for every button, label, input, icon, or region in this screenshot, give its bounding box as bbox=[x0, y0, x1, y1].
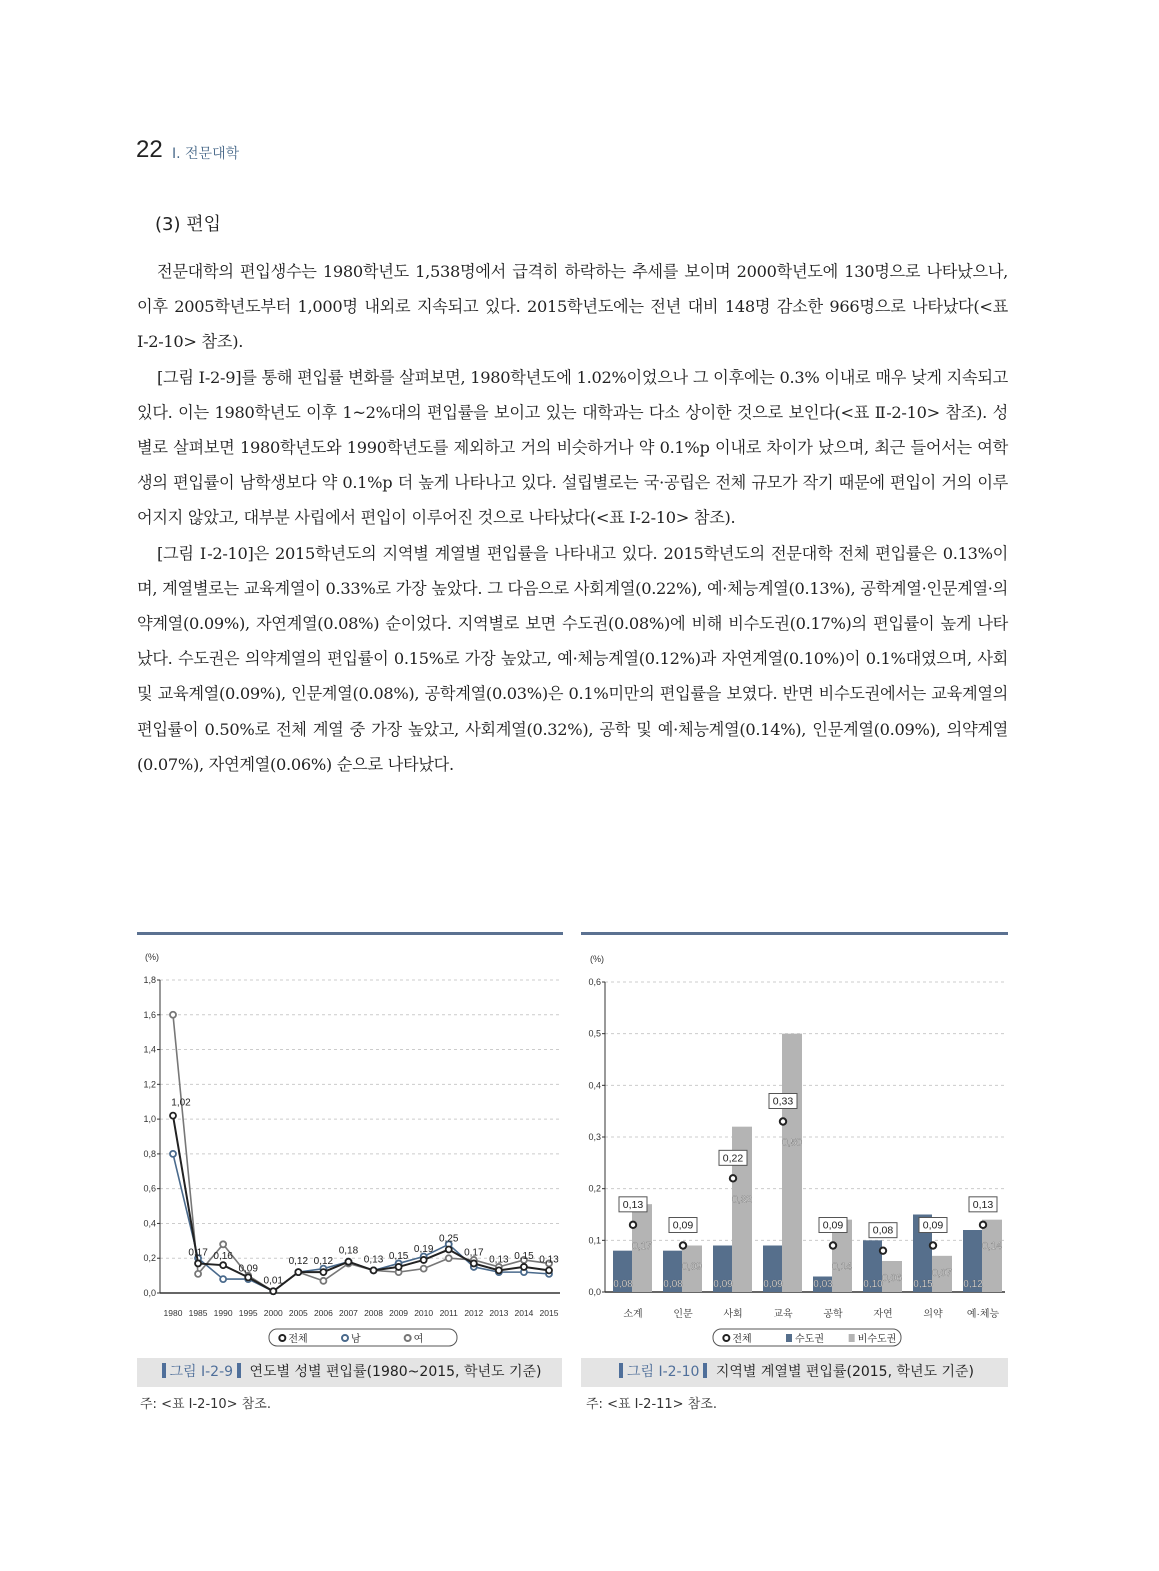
x-tick-label: 2012 bbox=[464, 1308, 484, 1318]
data-label: 0,16 bbox=[213, 1251, 233, 1263]
y-tick-label: 1,6 bbox=[143, 1009, 156, 1020]
x-tick-label: 의약 bbox=[923, 1309, 943, 1320]
x-tick-label: 2006 bbox=[313, 1308, 333, 1318]
data-point-전체 bbox=[980, 1222, 986, 1228]
legend-marker-전체 bbox=[723, 1335, 729, 1341]
data-point bbox=[521, 1264, 527, 1270]
data-point bbox=[195, 1271, 201, 1277]
figure-title: 연도별 성별 편입률(1980~2015, 학년도 기준) bbox=[249, 1364, 542, 1380]
page-number: 22 bbox=[136, 136, 163, 163]
y-tick-label: 1,2 bbox=[143, 1079, 156, 1090]
y-tick-label: 0,4 bbox=[143, 1218, 156, 1229]
data-label: 0,13 bbox=[363, 1254, 384, 1266]
x-tick-label: 2010 bbox=[414, 1308, 434, 1318]
figure-label: 그림 Ⅰ-2-10 bbox=[626, 1364, 700, 1380]
data-point-전체 bbox=[880, 1247, 886, 1253]
x-tick-label: 사회 bbox=[723, 1309, 743, 1320]
data-label: 0,09 bbox=[822, 1219, 844, 1232]
data-point bbox=[471, 1260, 477, 1266]
figure-rule bbox=[137, 932, 563, 935]
data-label: 0,12 bbox=[288, 1256, 309, 1268]
data-point bbox=[446, 1247, 452, 1253]
data-label: 0,13 bbox=[972, 1198, 994, 1211]
data-point bbox=[170, 1113, 176, 1119]
x-tick-label: 2013 bbox=[489, 1308, 509, 1318]
figure-title: 지역별 계열별 편입률(2015, 학년도 기준) bbox=[715, 1364, 975, 1380]
y-tick-label: 0,4 bbox=[588, 1080, 601, 1091]
data-point bbox=[295, 1269, 301, 1275]
data-point bbox=[396, 1264, 402, 1270]
bar-비수도권 bbox=[782, 1034, 802, 1292]
y-tick-label: 0,5 bbox=[588, 1028, 601, 1039]
data-label: 1,02 bbox=[171, 1097, 191, 1109]
y-axis-unit: (%) bbox=[145, 952, 159, 962]
y-tick-label: 0,0 bbox=[143, 1288, 156, 1298]
data-label: 0,33 bbox=[772, 1095, 794, 1108]
y-tick-label: 0,8 bbox=[143, 1148, 156, 1159]
y-tick-label: 0,6 bbox=[588, 977, 601, 987]
data-label: 0,32 bbox=[732, 1194, 752, 1206]
data-label: 0,12 bbox=[963, 1279, 983, 1290]
data-label: 0,13 bbox=[622, 1198, 644, 1211]
series-line-여 bbox=[173, 1015, 549, 1291]
data-label: 0,12 bbox=[313, 1256, 334, 1268]
figure-caption bbox=[137, 1358, 562, 1387]
data-label: 0,03 bbox=[813, 1279, 833, 1290]
data-label: 0,08 bbox=[663, 1279, 683, 1290]
y-tick-label: 0,1 bbox=[588, 1235, 601, 1246]
legend-marker-수도권 bbox=[786, 1334, 792, 1342]
data-point bbox=[220, 1241, 226, 1247]
data-label: 0,15 bbox=[913, 1279, 933, 1290]
legend-label: 전체 bbox=[288, 1334, 308, 1345]
data-label: 0,50 bbox=[782, 1137, 802, 1149]
y-tick-label: 1,0 bbox=[143, 1114, 156, 1125]
y-tick-label: 0,6 bbox=[143, 1183, 156, 1194]
x-tick-label: 2015 bbox=[539, 1308, 559, 1318]
data-point bbox=[270, 1288, 276, 1294]
legend-marker-여 bbox=[405, 1335, 411, 1341]
bar-비수도권 bbox=[982, 1220, 1002, 1292]
legend-label: 남 bbox=[351, 1334, 361, 1345]
x-tick-label: 예·체능 bbox=[966, 1309, 1000, 1320]
figure-rule bbox=[581, 932, 1008, 935]
figure-label: 그림 Ⅰ-2-9 bbox=[169, 1364, 234, 1380]
data-label: 0,14 bbox=[832, 1261, 852, 1273]
data-label: 0,17 bbox=[632, 1240, 652, 1252]
y-tick-label: 1,8 bbox=[143, 975, 156, 985]
data-label: 0,09 bbox=[922, 1219, 944, 1232]
legend-marker-전체 bbox=[279, 1335, 285, 1341]
x-tick-label: 2005 bbox=[288, 1308, 308, 1318]
legend-label: 전체 bbox=[732, 1334, 752, 1345]
figure-note: 주: <표 Ⅰ-2-11> 참조. bbox=[586, 1397, 717, 1412]
data-label: 0,01 bbox=[263, 1275, 284, 1287]
data-point bbox=[195, 1260, 201, 1266]
subsection-heading: (3) 편입 bbox=[155, 214, 221, 235]
data-label: 0,15 bbox=[388, 1250, 409, 1262]
y-tick-label: 1,4 bbox=[143, 1044, 156, 1055]
x-tick-label: 1985 bbox=[188, 1308, 208, 1318]
x-tick-label: 2008 bbox=[364, 1308, 383, 1318]
data-label: 0,09 bbox=[763, 1279, 783, 1290]
data-label: 0,14 bbox=[982, 1240, 1002, 1252]
section-title: Ⅰ. 전문대학 bbox=[172, 146, 240, 162]
y-tick-label: 0,3 bbox=[588, 1132, 601, 1142]
data-point bbox=[170, 1151, 176, 1157]
legend-marker-남 bbox=[342, 1335, 348, 1341]
data-label: 0,06 bbox=[882, 1273, 902, 1284]
x-tick-label: 2007 bbox=[339, 1308, 358, 1318]
data-point bbox=[446, 1255, 452, 1261]
data-label: 0,19 bbox=[413, 1243, 434, 1255]
data-point bbox=[170, 1012, 176, 1018]
data-point bbox=[320, 1278, 326, 1284]
legend-label: 여 bbox=[413, 1334, 424, 1345]
data-point bbox=[220, 1262, 226, 1268]
data-point bbox=[421, 1266, 427, 1272]
series-line-남 bbox=[173, 1154, 549, 1291]
data-label: 0,09 bbox=[238, 1263, 258, 1275]
x-tick-label: 소계 bbox=[623, 1309, 643, 1320]
x-tick-label: 2000 bbox=[263, 1308, 283, 1318]
x-tick-label: 인문 bbox=[673, 1309, 693, 1320]
x-tick-label: 1995 bbox=[238, 1308, 258, 1318]
data-point-전체 bbox=[680, 1242, 686, 1248]
figure-note: 주: <표 Ⅰ-2-10> 참조. bbox=[140, 1397, 271, 1412]
paragraph: [그림 Ⅰ-2-10]은 2015학년도의 지역별 계열별 편입률을 나타내고 있다. 2015학년도의 전문대학 전체 편입률은 0.13%이며, 계열별로는 교육계열이 0.33%로 가장 높았다. 그 다음으로 사회계열(0.22%), 예·체능계열(0.13%), 공학계열·인문계열·의약계열(0.09%), 자연계열(0.08%) 순이었다. 지역별로 보면 수도권(0.08%)에 비해 비수도권(0.17%)의 편입률이 높게 나타났다. 수도권은 의약계열의 편입률이 0.15%로 가장 높았고, 예·체능계열(0.12%)과 자연계열(0.10%)이 0.1%대였으며, 사회 및 교육계열(0.09%), 인문계열(0.08%), 공학계열(0.03%)은 0.1%미만의 편입률을 보였다. 반면 비수도권에서는 교육계열의 편입률이 0.50%로 전체 계열 중 가장 높았고, 사회계열(0.32%), 공학 및 예·체능계열(0.14%), 인문계열(0.09%), 의약계열(0.07%), 자연계열(0.06%) 순으로 나타났다. bbox=[137, 543, 1008, 774]
bar-chart bbox=[580, 945, 1010, 1355]
data-point bbox=[320, 1269, 326, 1275]
data-point-전체 bbox=[930, 1242, 936, 1248]
data-point bbox=[220, 1276, 226, 1282]
x-tick-label: 2009 bbox=[389, 1308, 409, 1318]
data-point-전체 bbox=[730, 1175, 736, 1181]
data-label: 0,09 bbox=[682, 1261, 702, 1273]
data-label: 0,17 bbox=[188, 1247, 208, 1259]
x-tick-label: 1990 bbox=[213, 1308, 233, 1318]
x-tick-label: 자연 bbox=[873, 1309, 893, 1320]
x-tick-label: 2014 bbox=[514, 1308, 534, 1318]
data-label: 0,10 bbox=[863, 1279, 883, 1290]
data-label: 0,18 bbox=[338, 1245, 359, 1257]
y-tick-label: 0,2 bbox=[588, 1183, 601, 1194]
data-label: 0,22 bbox=[722, 1152, 744, 1165]
paragraph: [그림 Ⅰ-2-9]를 통해 편입률 변화를 살펴보면, 1980학년도에 1.02%이었으나 그 이후에는 0.3% 이내로 매우 낮게 지속되고 있다. 이는 1980학년도 이후 1~2%대의 편입률을 보이고 있는 대학과는 다소 상이한 것으로 보인다(<표 Ⅱ-2-10> 참조). 성별로 살펴보면 1980학년도와 1990학년도를 제외하고 거의 비슷하거나 약 0.1%p 이내로 차이가 났으며, 최근 들어서는 여학생의 편입률이 남학생보다 약 0.1%p 더 높게 나타나고 있다. 설립별로는 국·공립은 전체 규모가 작기 때문에 편입이 거의 이루어지지 않았고, 대부분 사립에서 편입이 이루어진 것으로 나타났다(<표 Ⅰ-2-10> 참조). bbox=[137, 367, 1008, 528]
y-tick-label: 0,2 bbox=[143, 1253, 156, 1264]
data-label: 0,15 bbox=[514, 1250, 534, 1262]
data-point-전체 bbox=[630, 1222, 636, 1228]
paragraph: 전문대학의 편입생수는 1980학년도 1,538명에서 급격히 하락하는 추세를 보이며 2000학년도에 130명으로 나타났으나, 이후 2005학년도부터 1,000명 내외로 지속되고 있다. 2015학년도에는 전년 대비 148명 감소한 966명으로 나타났다(<표 Ⅰ-2-10> 참조). bbox=[137, 262, 1008, 352]
data-label: 0,17 bbox=[464, 1247, 484, 1259]
data-point bbox=[371, 1267, 377, 1273]
data-label: 0,09 bbox=[672, 1219, 694, 1232]
x-tick-label: 1980 bbox=[163, 1308, 183, 1318]
body-text bbox=[137, 254, 1008, 782]
data-label: 0,13 bbox=[489, 1254, 509, 1266]
data-label: 0,08 bbox=[613, 1279, 633, 1290]
data-label: 0,09 bbox=[713, 1279, 733, 1290]
data-label: 0,25 bbox=[438, 1233, 459, 1245]
legend-label: 비수도권 bbox=[857, 1334, 897, 1345]
data-point-전체 bbox=[830, 1242, 836, 1248]
data-point bbox=[496, 1267, 502, 1273]
x-tick-label: 공학 bbox=[823, 1309, 843, 1320]
line-chart bbox=[135, 945, 565, 1355]
data-point bbox=[245, 1274, 251, 1280]
data-label: 0,07 bbox=[932, 1267, 952, 1279]
figure-caption bbox=[581, 1358, 1008, 1387]
y-tick-label: 0,0 bbox=[588, 1287, 601, 1297]
data-point-전체 bbox=[780, 1118, 786, 1124]
legend-marker-비수도권 bbox=[849, 1334, 855, 1342]
y-axis-unit: (%) bbox=[590, 954, 604, 964]
legend-label: 수도권 bbox=[795, 1334, 824, 1345]
x-tick-label: 교육 bbox=[773, 1309, 793, 1320]
data-point bbox=[546, 1267, 552, 1273]
x-tick-label: 2011 bbox=[439, 1308, 458, 1318]
data-label: 0,08 bbox=[872, 1224, 894, 1237]
data-point bbox=[421, 1257, 427, 1263]
data-point bbox=[345, 1259, 351, 1265]
data-label: 0,13 bbox=[539, 1254, 559, 1266]
